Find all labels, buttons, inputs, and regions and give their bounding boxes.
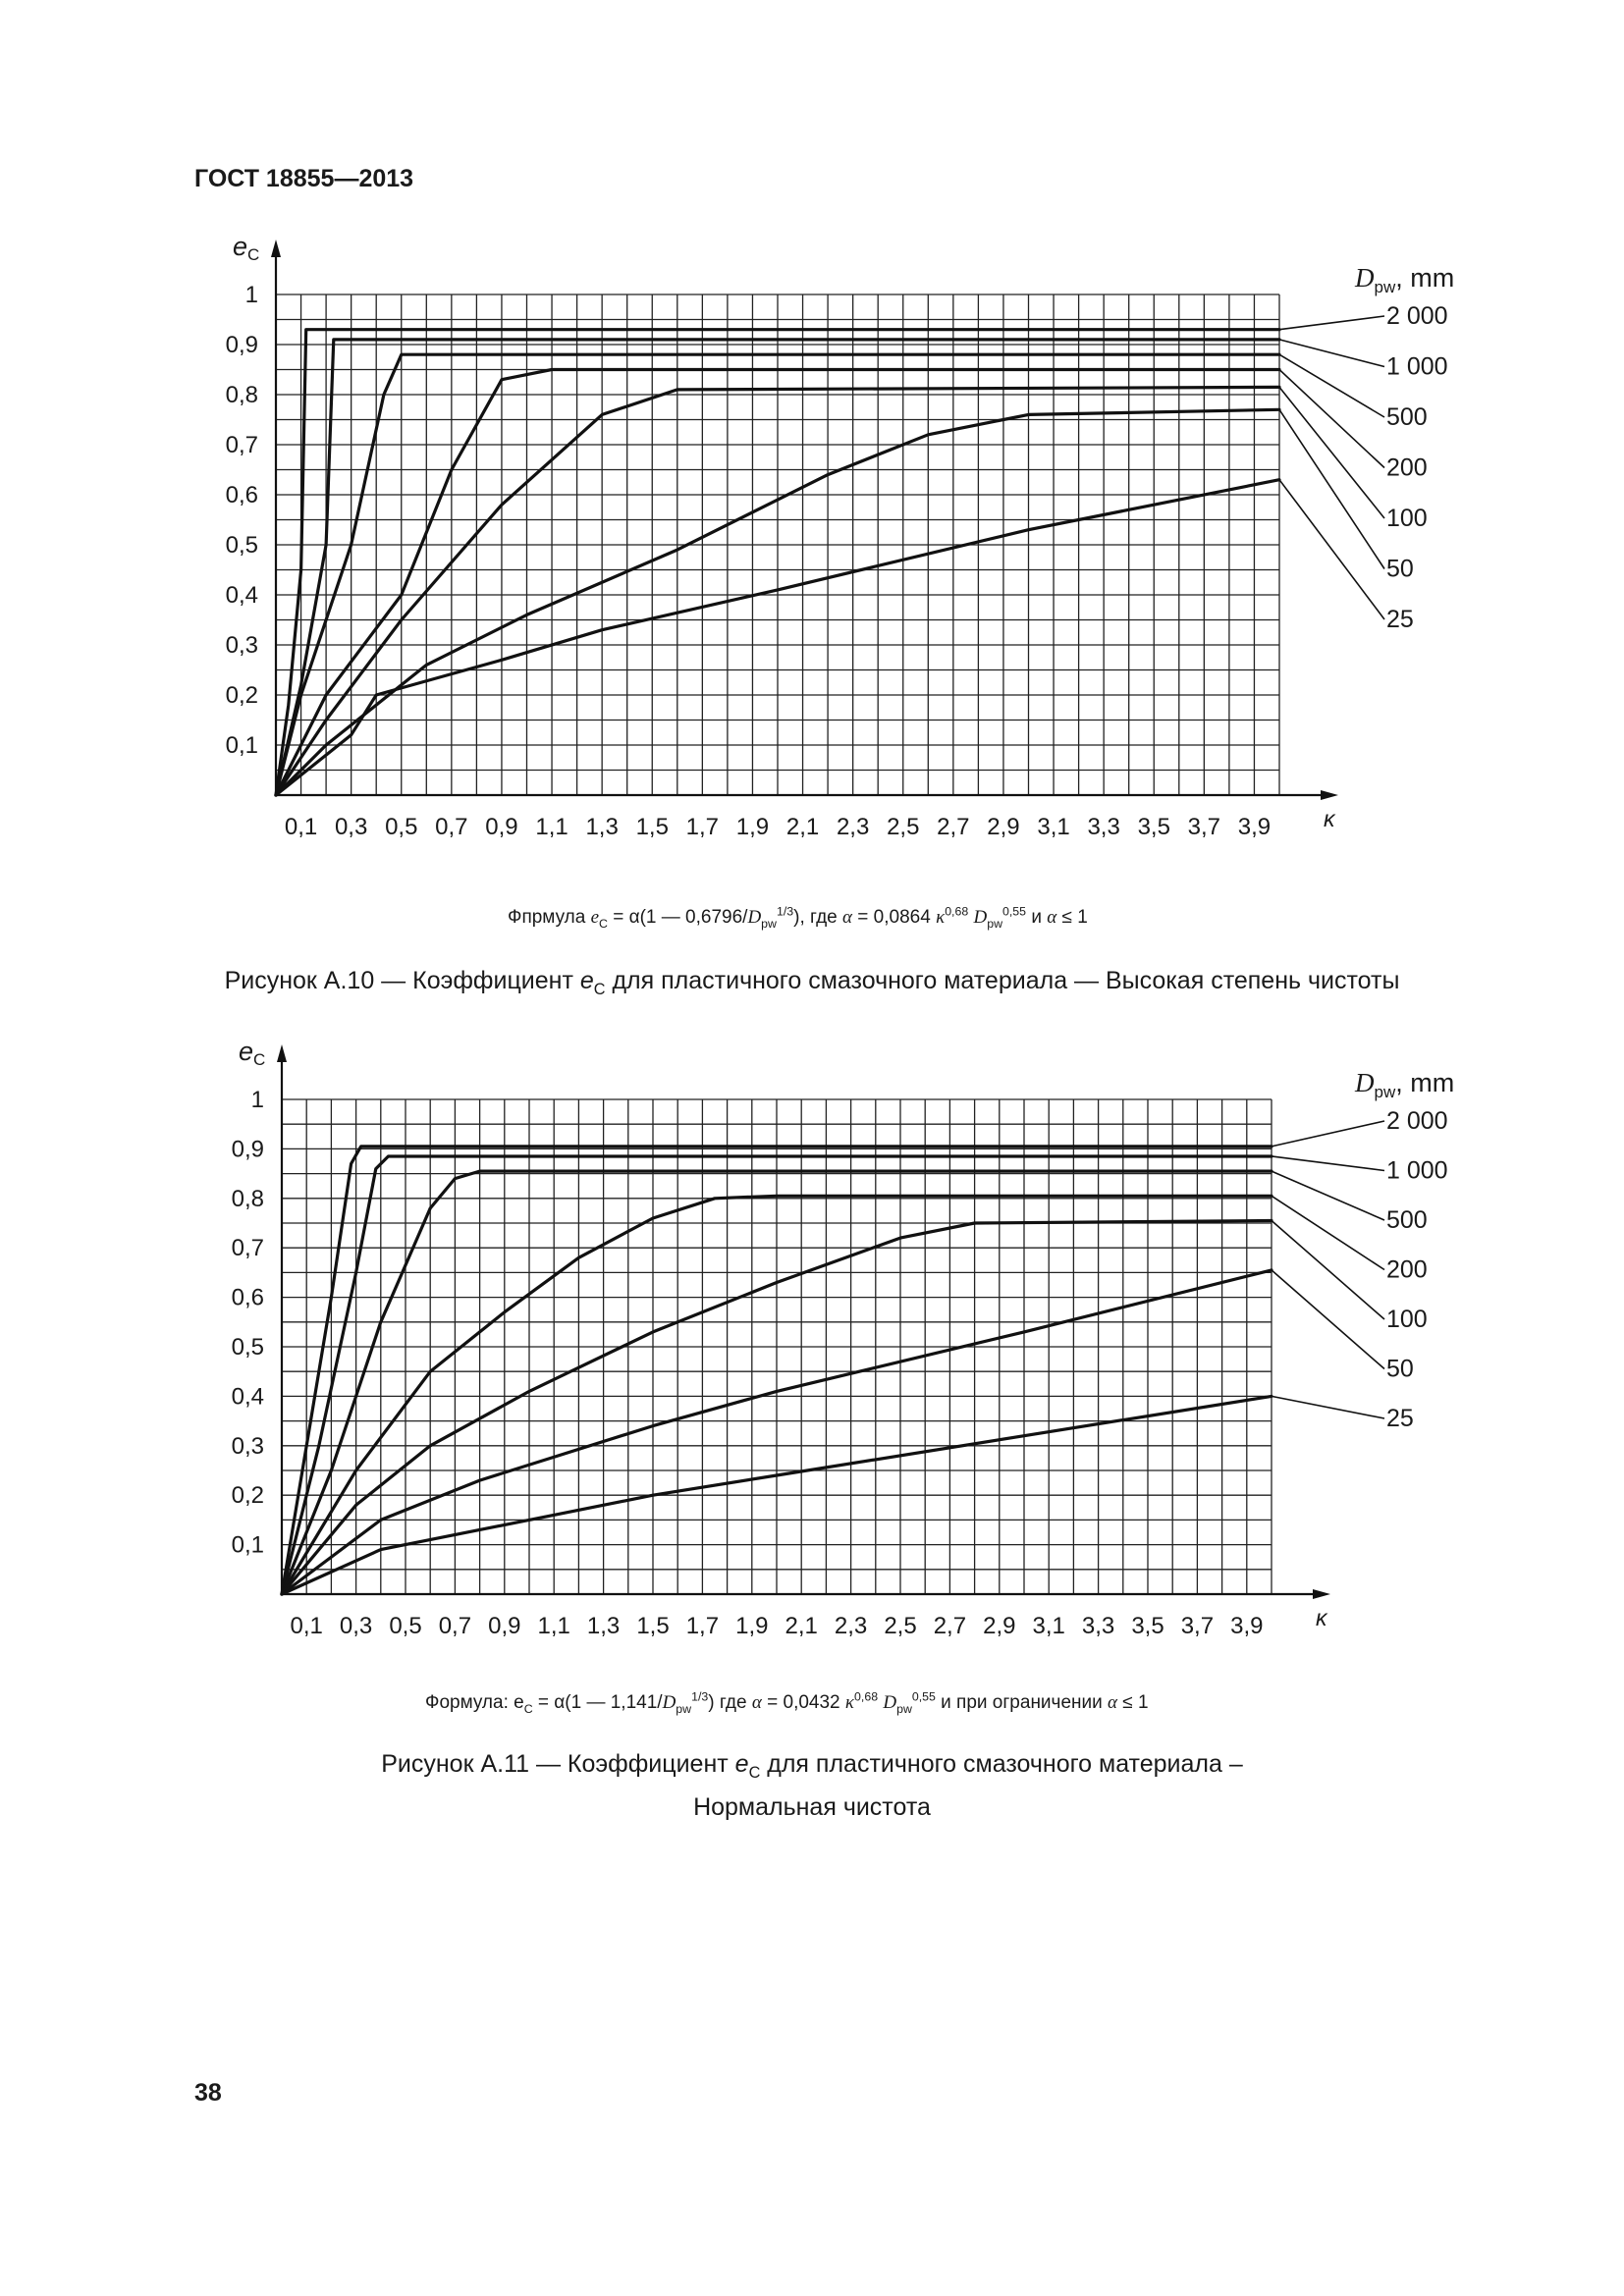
series-label: 50 <box>1386 555 1414 583</box>
x-tick-label: 2,1 <box>785 814 820 840</box>
y-tick-label: 0,1 <box>231 1531 264 1559</box>
y-tick-label: 0,8 <box>225 382 258 408</box>
x-tick-label: 2,3 <box>834 1613 868 1639</box>
x-tick-label: 3,5 <box>1137 814 1170 840</box>
x-tick-label: 1,9 <box>735 1613 769 1639</box>
y-tick-label: 0,3 <box>225 632 258 659</box>
x-tick-label: 0,3 <box>334 814 368 840</box>
document-header: ГОСТ 18855—2013 <box>194 165 414 192</box>
y-tick-label: 0,6 <box>225 482 258 508</box>
y-tick-label: 0,3 <box>231 1432 264 1460</box>
x-tick-label: 2,3 <box>836 814 870 840</box>
y-tick-label: 0,9 <box>225 332 258 358</box>
x-tick-label: 0,7 <box>435 814 468 840</box>
x-tick-label: 1,7 <box>685 1613 720 1639</box>
x-tick-label: 3,9 <box>1230 1613 1264 1639</box>
x-tick-label: 0,1 <box>290 1613 323 1639</box>
y-tick-label: 0,4 <box>231 1383 264 1411</box>
x-tick-label: 0,7 <box>438 1613 472 1639</box>
y-axis-label-sub: C <box>253 1050 266 1069</box>
series-leader-line <box>1272 1196 1384 1269</box>
series-label: 1 000 <box>1386 1156 1448 1185</box>
x-tick-label: 1,5 <box>635 814 669 840</box>
legend-title-unit: , mm <box>1395 1068 1455 1097</box>
y-axis-label-sub: C <box>247 245 260 264</box>
x-axis-arrow <box>1321 790 1338 800</box>
series-label: 1 000 <box>1386 352 1448 381</box>
figure-caption-a10 <box>0 964 1624 1007</box>
x-tick-label: 0,1 <box>284 814 318 840</box>
x-tick-label: 3,9 <box>1237 814 1272 840</box>
series-leader-line <box>1272 1121 1384 1147</box>
x-tick-label: 0,5 <box>389 1613 422 1639</box>
caption-line-1: Рисунок А.11 — Коэффициент $e_C$ для пластичного смазочного материала – <box>381 1750 1243 1782</box>
x-tick-label: 1,5 <box>636 1613 670 1639</box>
series-leader-line <box>1279 409 1384 568</box>
x-tick-label: 1,7 <box>685 814 720 840</box>
series-leader-line <box>1279 316 1384 330</box>
x-tick-label: 2,1 <box>785 1613 818 1639</box>
chart-figure-a10 <box>0 216 1624 923</box>
series-leader-line <box>1272 1396 1384 1418</box>
series-leader-line <box>1272 1171 1384 1220</box>
x-tick-label: 3,3 <box>1087 814 1120 840</box>
y-tick-label: 0,8 <box>231 1185 264 1212</box>
grid <box>282 1099 1272 1594</box>
series-label: 200 <box>1386 454 1428 482</box>
x-tick-label: 3,1 <box>1032 1613 1065 1639</box>
x-tick-label: 1,3 <box>585 814 619 840</box>
y-tick-label: 0,2 <box>225 682 258 709</box>
y-tick-label: 0,4 <box>225 582 258 609</box>
y-tick-label: 0,7 <box>225 432 258 458</box>
series-leader-line <box>1279 480 1384 619</box>
legend-title-unit: , mm <box>1395 263 1455 293</box>
y-axis-arrow <box>271 240 281 257</box>
x-axis-label: κ <box>1316 1605 1327 1630</box>
legend-title <box>1354 1068 1454 1101</box>
series-label: 500 <box>1386 1206 1428 1234</box>
x-tick-label: 0,3 <box>339 1613 373 1639</box>
x-tick-label: 2,5 <box>887 814 920 840</box>
caption-line-2: Нормальная чистота <box>693 1793 931 1821</box>
legend-title-main: D <box>1355 1068 1375 1097</box>
series-label: 50 <box>1386 1355 1414 1383</box>
formula-a10 <box>508 905 1088 931</box>
x-axis-label: κ <box>1324 806 1335 831</box>
legend-title-sub: pw <box>1374 1083 1396 1101</box>
caption-text: Рисунок А.10 — Коэффициент $e_C$ для пластичного смазочного материала — Высокая степень чистоты <box>224 967 1400 998</box>
x-tick-label: 1,1 <box>535 814 568 840</box>
x-tick-label: 3,7 <box>1187 814 1221 840</box>
series-label: 200 <box>1386 1255 1428 1284</box>
page-number: 38 <box>194 2079 222 2107</box>
x-tick-label: 2,5 <box>884 1613 917 1639</box>
legend-title <box>1354 263 1454 296</box>
y-axis-label: eC <box>239 1037 266 1069</box>
x-tick-label: 2,7 <box>933 1613 967 1639</box>
series-label: 2 000 <box>1386 302 1448 330</box>
series-label: 100 <box>1386 505 1428 532</box>
y-tick-label: 0,9 <box>231 1136 264 1163</box>
legend-title-sub: pw <box>1374 278 1396 296</box>
legend-title-main: D <box>1355 263 1375 293</box>
figure-caption-a11 <box>0 1747 1624 1825</box>
x-tick-label: 1,9 <box>735 814 770 840</box>
formula-a11 <box>425 1690 1149 1716</box>
x-tick-label: 1,1 <box>537 1613 570 1639</box>
x-tick-label: 0,9 <box>485 814 518 840</box>
x-tick-label: 3,3 <box>1081 1613 1115 1639</box>
y-tick-label: 0,5 <box>231 1334 264 1361</box>
series-leader-line <box>1272 1220 1384 1319</box>
series-leader-line <box>1279 340 1384 367</box>
y-tick-label: 0,1 <box>225 732 258 759</box>
series-label: 25 <box>1386 1405 1414 1432</box>
chart-figure-a11 <box>0 1021 1624 1728</box>
y-axis-label: eC <box>233 232 260 264</box>
y-tick-label: 0,2 <box>231 1482 264 1510</box>
x-tick-label: 0,5 <box>385 814 418 840</box>
series-label: 25 <box>1386 606 1414 633</box>
x-tick-label: 0,9 <box>488 1613 521 1639</box>
x-tick-label: 2,9 <box>983 1613 1016 1639</box>
y-tick-label: 1 <box>250 1087 264 1113</box>
y-tick-label: 0,6 <box>231 1284 264 1311</box>
series-leader-line <box>1272 1156 1384 1171</box>
x-tick-label: 3,1 <box>1037 814 1070 840</box>
x-axis-arrow <box>1313 1589 1330 1599</box>
y-axis-arrow <box>277 1044 287 1062</box>
y-tick-label: 0,7 <box>231 1235 264 1262</box>
formula-text: Формула: $e_C = \alpha(1$ — $1,141/D_{pw}^{1/3}$) где α = 0,0432 $\kappa^{0,68}$ $D_{pw}^{0,55}$ и при ограничении α ≤ 1 <box>425 1690 1149 1717</box>
x-tick-label: 3,7 <box>1180 1613 1215 1639</box>
y-tick-label: 1 <box>244 282 258 308</box>
series-label: 2 000 <box>1386 1107 1448 1135</box>
y-tick-label: 0,5 <box>225 532 258 559</box>
x-tick-label: 1,3 <box>586 1613 621 1639</box>
x-tick-label: 3,5 <box>1131 1613 1164 1639</box>
x-tick-label: 2,7 <box>937 814 970 840</box>
series-label: 100 <box>1386 1306 1428 1333</box>
x-tick-label: 2,9 <box>987 814 1020 840</box>
formula-text: Фпрмула $e_C = \alpha(1$ — $0,6796/D_{pw}^{1/3}$), где α = 0,0864 $\kappa^{0,68}$ $D_{pw}^{0,55}$ и α ≤ 1 <box>508 905 1088 932</box>
series-leader-line <box>1272 1270 1384 1369</box>
series-label: 500 <box>1386 403 1428 431</box>
